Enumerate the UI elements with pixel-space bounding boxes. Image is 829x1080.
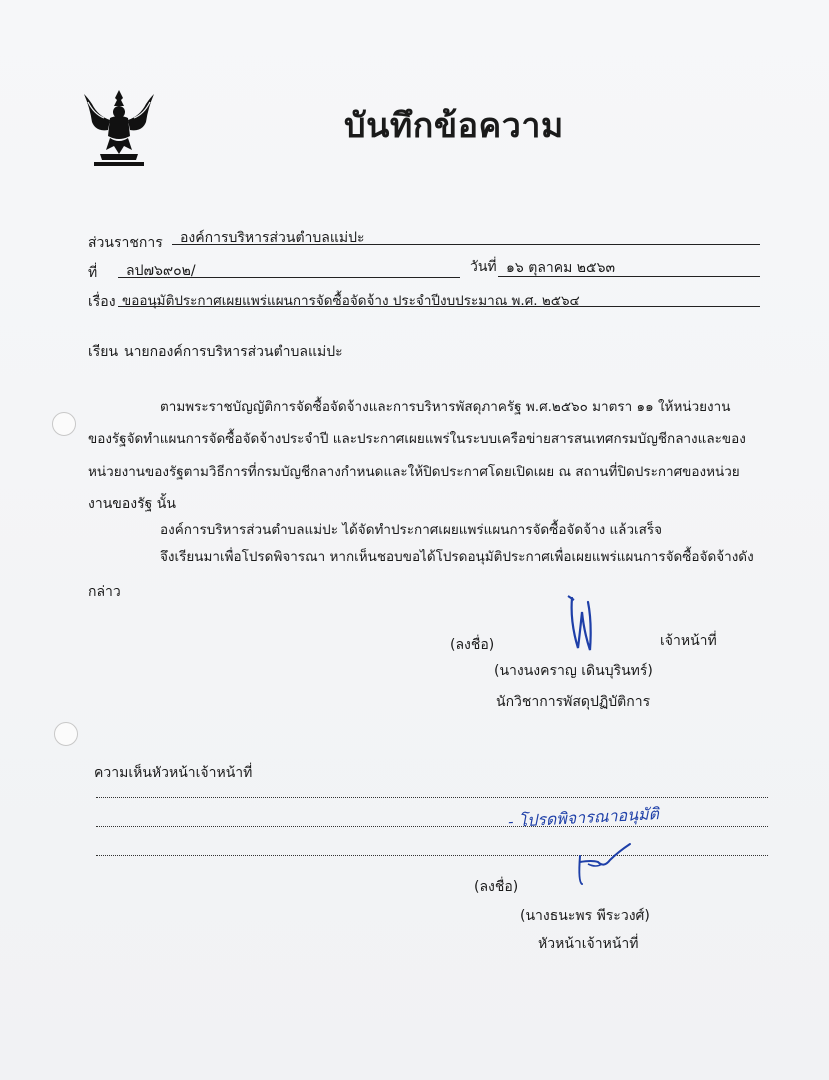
- opinion-handwritten-note: - โปรดพิจารณาอนุมัติ: [507, 804, 660, 831]
- signature1-role: เจ้าหน้าที่: [660, 633, 717, 649]
- body-paragraph2-line1: องค์การบริหารส่วนตำบลแม่ปะ ได้จัดทำประกาศเผยแพร่แผนการจัดซื้อจัดจ้าง แล้วเสร็จ: [160, 522, 663, 538]
- subject-value: ขออนุมัติประกาศเผยแพร่แผนการจัดซื้อจัดจ้าง ประจำปีงบประมาณ พ.ศ. ๒๕๖๔: [122, 293, 580, 309]
- department-underline: [172, 244, 760, 245]
- punch-hole-bottom: [54, 722, 78, 746]
- signature2-name: (นางธนะพร พีระวงศ์): [520, 908, 650, 924]
- ref-underline: [118, 277, 460, 278]
- department-value: องค์การบริหารส่วนตำบลแม่ปะ: [180, 230, 365, 246]
- body-paragraph3-line1: จึงเรียนมาเพื่อโปรดพิจารณา หากเห็นชอบขอได้โปรดอนุมัติประกาศเพื่อเผยแพร่แผนการจัดซื้อจัดจ้างดัง: [160, 549, 754, 565]
- subject-underline: [118, 306, 760, 307]
- punch-hole-top: [52, 412, 76, 436]
- signature2-position: หัวหน้าเจ้าหน้าที่: [538, 936, 639, 952]
- ref-value: ลป๗๖๙๐๒/: [126, 263, 196, 279]
- signature2-sign-label: (ลงชื่อ): [474, 879, 519, 895]
- signature1-handwritten-icon: [560, 592, 600, 658]
- opinion-dotted-line-2: [96, 826, 768, 827]
- signature1-position: นักวิชาการพัสดุปฏิบัติการ: [496, 694, 651, 710]
- ref-label: ที่: [88, 265, 98, 281]
- garuda-emblem-icon: [80, 88, 158, 168]
- subject-label: เรื่อง: [88, 294, 116, 310]
- signature1-sign-label: (ลงชื่อ): [450, 637, 495, 653]
- date-label: วันที่: [470, 259, 497, 275]
- date-underline: [498, 276, 760, 277]
- date-value: ๑๖ ตุลาคม ๒๕๖๓: [506, 260, 616, 276]
- opinion-dotted-line-3: [96, 855, 768, 856]
- memo-title: บันทึกข้อความ: [344, 106, 564, 146]
- opinion-dotted-line-1: [96, 797, 768, 798]
- department-label: ส่วนราชการ: [88, 235, 163, 251]
- body-paragraph1-line2: ของรัฐจัดทำแผนการจัดซื้อจัดจ้างประจำปี และประกาศเผยแพร่ในระบบเครือข่ายสารสนเทศกรมบัญชีกลางและของ: [88, 431, 746, 447]
- body-paragraph3-line2: กล่าว: [88, 584, 121, 600]
- signature1-name: (นางนงคราญ เดินบุรินทร์): [494, 663, 653, 679]
- body-paragraph1-line3: หน่วยงานของรัฐตามวิธีการที่กรมบัญชีกลางกำหนดและให้ปิดประกาศโดยเปิดเผย ณ สถานที่ปิดประกาศของหน่วย: [88, 464, 740, 480]
- to-label: เรียน: [88, 344, 119, 360]
- body-paragraph1-line1: ตามพระราชบัญญัติการจัดซื้อจัดจ้างและการบริหารพัสดุภาครัฐ พ.ศ.๒๕๖๐ มาตรา ๑๑ ให้หน่วยงาน: [160, 399, 731, 415]
- opinion-label: ความเห็นหัวหน้าเจ้าหน้าที่: [94, 765, 253, 781]
- signature2-handwritten-icon: [570, 838, 636, 890]
- body-paragraph1-line4: งานของรัฐ นั้น: [88, 496, 176, 512]
- to-value: นายกองค์การบริหารส่วนตำบลแม่ปะ: [124, 344, 343, 360]
